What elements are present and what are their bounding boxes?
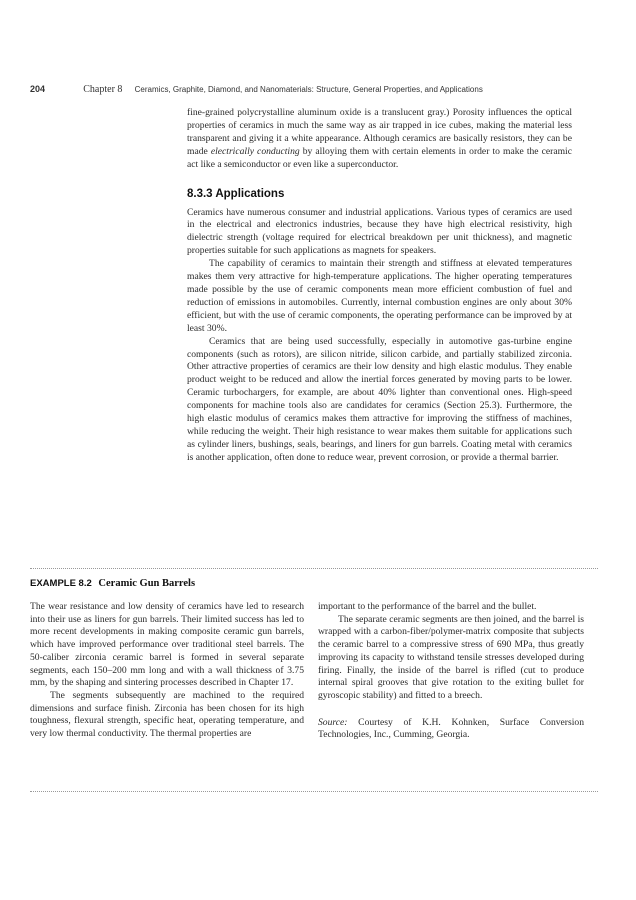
intro-text-before: fine-grained polycrystalline aluminum oxide is a translucent gray.) Porosity influences the optical properties of ceramics in much the same way as air trapped in ice cubes, making the material less transparent and giving it a white appearance. Although ceramics are basically resistors, they can be made: [187, 107, 572, 157]
main-text-block: [187, 107, 572, 465]
example-right-paragraph-2: The separate ceramic segments are then joined, and the barrel is wrapped with a carbon-fiber/polymer-matrix composite that subjects the ceramic barrel to a compressive stress of 690 MPa, thus greatly improving its capacity to withstand tensile stresses developed during firing. Finally, the inside of the barrel is rifled (cut to produce internal spiral grooves that give rotation to the exiting bullet for gyroscopic stability) and fitted to a breech.: [318, 613, 584, 701]
section-paragraph-2: The capability of ceramics to maintain their strength and stiffness at elevated temperatures makes them very attractive for high-temperature applications. The higher operating temperatures made possible by the use of ceramic components mean more efficient combustion of fuel and reduction of emissions in automobiles. Currently, internal combustion engines are only about 30% efficient, but with the use of ceramic components, the operating performance can be improved by at least 30%.: [187, 258, 572, 334]
source-label: Source:: [318, 716, 348, 728]
chapter-label: Chapter 8: [83, 84, 123, 95]
section-heading: 8.3.3 Applications: [187, 187, 285, 200]
source-text: Courtesy of K.H. Kohnken, Surface Conversion Technologies, Inc., Cumming, Georgia.: [318, 716, 584, 741]
section-paragraph-1: Ceramics have numerous consumer and industrial applications. Various types of ceramics are used in the electrical and electronics industries, because they have high electrical resistivity, high dielectric strength (voltage required for electrical breakdown per unit thickness), and magnetic properties suitable for such applications as magnets for speakers.: [187, 206, 572, 257]
example-right-paragraph-1: important to the performance of the barrel and the bullet.: [318, 601, 537, 612]
example-source: [318, 717, 584, 742]
intro-paragraph: [187, 107, 572, 172]
section-paragraph-3: Ceramics that are being used successfully, especially in automotive gas-turbine engine components (such as rotors), are silicon nitride, silicon carbide, and partially stabilized zirconia. Other attractive properties of ceramics are their low density and high elastic modulus. They enable product weight to be reduced and allow the inertial forces generated by moving parts to be lower. Ceramic turbochargers, for example, are about 40% lighter than conventional ones. High-speed components for machine tools also are candidates for ceramics (Section 25.3). Furthermore, the high elastic modulus of ceramics makes them attractive for improving the stiffness of machines, while reducing the weight. Their high resistance to wear makes them suitable for applications such as cylinder liners, bushings, seals, bearings, and liners for gun barrels. Coating metal with ceramics is another application, often done to reduce wear, prevent corrosion, or provide a thermal barrier.: [187, 335, 572, 463]
intro-emphasis: electrically conducting: [210, 145, 300, 157]
example-left-column: [30, 601, 304, 741]
example-label: EXAMPLE 8.2: [30, 578, 92, 589]
example-top-divider: [30, 568, 598, 569]
example-heading: [30, 578, 195, 589]
example-right-column: [318, 601, 584, 742]
running-head: [30, 84, 620, 95]
example-left-paragraph-2: The segments subsequently are machined to the required dimensions and surface finish. Zirconia has been chosen for its high toughness, flexural strength, specific heat, operating temperature, and very low thermal conductivity. The thermal properties are: [30, 689, 304, 740]
example-bottom-divider: [30, 791, 598, 792]
example-left-paragraph-1: The wear resistance and low density of ceramics have led to research into their use as liners for gun barrels. Their limited success has led to more recent developments in making composite ceramic gun barrels, which have improved performance over traditional steel barrels. The 50-caliber zirconia ceramic barrel is formed in several separate segments, each 150–200 mm long and with a wall thickness of 3.75 mm, by the shaping and sintering processes described in Chapter 17.: [30, 601, 304, 689]
intro-text-after: by alloying them with certain elements in order to make the ceramic act like a semiconductor or even like a superconductor.: [187, 145, 572, 170]
running-title: Ceramics, Graphite, Diamond, and Nanomaterials: Structure, General Properties, and Applications: [134, 85, 483, 94]
example-title: Ceramic Gun Barrels: [98, 578, 196, 589]
page-number: 204: [30, 84, 46, 94]
